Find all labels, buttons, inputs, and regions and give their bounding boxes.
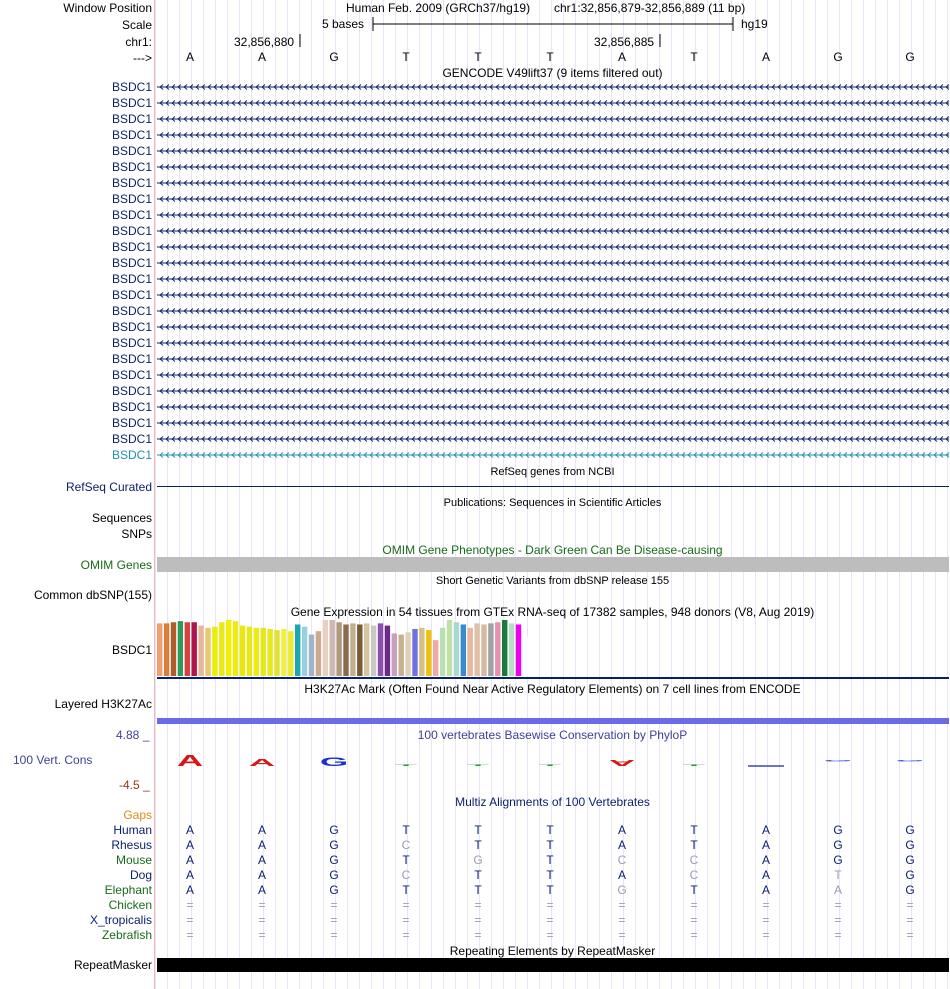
- assembly-name[interactable]: Human Feb. 2009 (GRCh37/hg19): [346, 1, 531, 15]
- gencode-transcript-label[interactable]: BSDC1: [111, 176, 152, 190]
- phylop-score-glyph: A: [176, 752, 204, 770]
- multiz-species-label[interactable]: Elephant: [104, 883, 152, 897]
- gencode-transcript-label[interactable]: BSDC1: [111, 208, 152, 222]
- gencode-transcript-label[interactable]: BSDC1: [111, 96, 152, 110]
- multiz-track-title[interactable]: Multiz Alignments of 100 Vertebrates: [455, 795, 650, 809]
- phylop-score-glyph: T: [466, 764, 490, 767]
- multiz-aligned-base: G: [905, 823, 915, 837]
- reference-base: A: [185, 50, 194, 64]
- multiz-species-label[interactable]: X_tropicalis: [89, 913, 152, 927]
- multiz-aligned-base: =: [618, 928, 626, 942]
- multiz-aligned-base: =: [546, 913, 554, 927]
- multiz-aligned-base: A: [185, 823, 194, 837]
- multiz-aligned-base: A: [761, 838, 770, 852]
- publications-track-title[interactable]: Publications: Sequences in Scientific Articles: [443, 497, 662, 509]
- repeatmasker-feature[interactable]: [157, 958, 949, 972]
- gencode-transcript-label[interactable]: BSDC1: [111, 352, 152, 366]
- gencode-transcript-label[interactable]: BSDC1: [111, 240, 152, 254]
- scale-label: Scale: [121, 18, 152, 32]
- coord-label-1: 32,856,880: [234, 35, 295, 49]
- reference-base: A: [761, 50, 770, 64]
- strand-arrow-label: --->: [133, 51, 152, 65]
- phylop-label[interactable]: 100 Vert. Cons: [13, 753, 93, 767]
- multiz-aligned-base: A: [257, 853, 266, 867]
- multiz-aligned-base: T: [690, 883, 698, 897]
- gencode-transcript-label[interactable]: BSDC1: [111, 144, 152, 158]
- multiz-aligned-base: A: [761, 868, 770, 882]
- reference-base: G: [329, 50, 339, 64]
- multiz-aligned-base: T: [690, 823, 698, 837]
- multiz-aligned-base: G: [905, 883, 915, 897]
- gencode-transcript-label[interactable]: BSDC1: [111, 400, 152, 414]
- multiz-aligned-base: =: [258, 913, 266, 927]
- reference-base: T: [474, 50, 482, 64]
- multiz-aligned-base: =: [186, 928, 194, 942]
- phylop-score-glyph: G: [319, 755, 349, 769]
- gencode-transcript-label[interactable]: BSDC1: [111, 384, 152, 398]
- reference-base: T: [546, 50, 554, 64]
- multiz-aligned-base: =: [834, 928, 842, 942]
- refseq-track-title[interactable]: RefSeq genes from NCBI: [490, 466, 615, 478]
- multiz-aligned-base: A: [761, 853, 770, 867]
- multiz-gaps-label[interactable]: Gaps: [123, 808, 152, 822]
- reference-base: T: [402, 50, 410, 64]
- gencode-track-title[interactable]: GENCODE V49lift37 (9 items filtered out): [442, 66, 663, 80]
- multiz-aligned-base: A: [185, 853, 194, 867]
- h3k27ac-label[interactable]: Layered H3K27Ac: [54, 697, 152, 711]
- multiz-aligned-base: G: [329, 823, 339, 837]
- scale-text: 5 bases: [322, 17, 365, 31]
- multiz-aligned-base: A: [257, 883, 266, 897]
- multiz-aligned-base: T: [474, 838, 482, 852]
- multiz-aligned-base: G: [473, 853, 483, 867]
- reference-base: G: [905, 50, 915, 64]
- multiz-species-label[interactable]: Mouse: [115, 853, 152, 867]
- multiz-aligned-base: =: [186, 898, 194, 912]
- dbsnp-track-title[interactable]: Short Genetic Variants from dbSNP release 155: [435, 575, 670, 587]
- multiz-aligned-base: T: [402, 853, 410, 867]
- multiz-aligned-base: A: [185, 883, 194, 897]
- multiz-aligned-base: C: [401, 838, 411, 852]
- multiz-aligned-base: =: [474, 928, 482, 942]
- multiz-aligned-base: =: [186, 913, 194, 927]
- gencode-transcript-label[interactable]: BSDC1: [111, 112, 152, 126]
- multiz-aligned-base: =: [834, 898, 842, 912]
- h3k27ac-track-title[interactable]: H3K27Ac Mark (Often Found Near Active Regulatory Elements) on 7 cell lines from ENCODE: [304, 682, 801, 696]
- multiz-aligned-base: =: [618, 913, 626, 927]
- multiz-aligned-base: =: [906, 898, 914, 912]
- multiz-aligned-base: A: [257, 823, 266, 837]
- coord-label-2: 32,856,885: [594, 35, 655, 49]
- multiz-aligned-base: =: [834, 913, 842, 927]
- phylop-score-glyph: G: [823, 759, 853, 762]
- multiz-aligned-base: T: [474, 868, 482, 882]
- multiz-aligned-base: =: [402, 913, 410, 927]
- gencode-transcript-label[interactable]: BSDC1: [111, 304, 152, 318]
- multiz-aligned-base: A: [761, 883, 770, 897]
- multiz-aligned-base: T: [402, 883, 410, 897]
- multiz-aligned-base: =: [762, 913, 770, 927]
- gencode-transcript-label[interactable]: BSDC1: [111, 128, 152, 142]
- phylop-max-label: 4.88 _: [116, 728, 150, 742]
- multiz-aligned-base: T: [834, 868, 842, 882]
- gencode-transcript-label[interactable]: BSDC1: [111, 288, 152, 302]
- multiz-aligned-base: A: [185, 838, 194, 852]
- gencode-transcript-label[interactable]: BSDC1: [111, 448, 152, 462]
- phylop-score-glyph: A: [608, 758, 636, 768]
- multiz-aligned-base: T: [546, 883, 554, 897]
- gtex-gene-label[interactable]: BSDC1: [111, 643, 152, 657]
- multiz-aligned-base: A: [257, 868, 266, 882]
- multiz-aligned-base: G: [329, 853, 339, 867]
- gtex-track-title[interactable]: Gene Expression in 54 tissues from GTEx RNA-seq of 17382 samples, 948 donors (V8, Aug 2019): [290, 605, 815, 619]
- multiz-aligned-base: =: [690, 898, 698, 912]
- multiz-aligned-base: =: [258, 928, 266, 942]
- phylop-score-glyph: T: [394, 764, 418, 767]
- reference-base: G: [833, 50, 843, 64]
- multiz-aligned-base: =: [258, 898, 266, 912]
- db-name: hg19: [741, 17, 768, 31]
- multiz-aligned-base: =: [762, 928, 770, 942]
- phylop-score-glyph: A: [248, 757, 276, 769]
- multiz-aligned-base: T: [546, 823, 554, 837]
- reference-base: T: [690, 50, 698, 64]
- multiz-species-label[interactable]: Chicken: [108, 898, 152, 912]
- multiz-aligned-base: A: [833, 883, 842, 897]
- reference-base: A: [617, 50, 626, 64]
- multiz-aligned-base: =: [906, 928, 914, 942]
- gencode-transcript-label[interactable]: BSDC1: [111, 272, 152, 286]
- gencode-transcript-label[interactable]: BSDC1: [111, 320, 152, 334]
- multiz-aligned-base: G: [329, 868, 339, 882]
- gencode-transcript-label[interactable]: BSDC1: [111, 256, 152, 270]
- gencode-transcript-label[interactable]: BSDC1: [111, 224, 152, 238]
- window-position[interactable]: chr1:32,856,879-32,856,889 (11 bp): [554, 1, 746, 15]
- multiz-aligned-base: A: [617, 838, 626, 852]
- multiz-aligned-base: =: [546, 928, 554, 942]
- repeatmasker-label[interactable]: RepeatMasker: [73, 958, 152, 972]
- omim-label[interactable]: OMIM Genes: [80, 558, 152, 572]
- multiz-aligned-base: G: [329, 883, 339, 897]
- multiz-aligned-base: C: [689, 868, 699, 882]
- phylop-track-title[interactable]: 100 vertebrates Basewise Conservation by PhyloP: [417, 728, 688, 742]
- multiz-aligned-base: G: [833, 853, 843, 867]
- multiz-aligned-base: C: [401, 868, 411, 882]
- multiz-aligned-base: T: [690, 838, 698, 852]
- reference-base: A: [257, 50, 266, 64]
- phylop-score-glyph: G: [895, 759, 925, 762]
- multiz-aligned-base: T: [474, 823, 482, 837]
- multiz-aligned-base: C: [617, 853, 627, 867]
- multiz-aligned-base: G: [833, 823, 843, 837]
- chr-label: chr1:: [125, 35, 152, 49]
- multiz-aligned-base: =: [330, 913, 338, 927]
- repeatmasker-track-title[interactable]: Repeating Elements by RepeatMasker: [449, 944, 656, 958]
- phylop-score-glyph: T: [682, 764, 706, 767]
- multiz-aligned-base: =: [474, 913, 482, 927]
- multiz-aligned-base: =: [690, 928, 698, 942]
- multiz-aligned-base: T: [474, 883, 482, 897]
- phylop-score-glyph: T: [538, 764, 562, 767]
- multiz-aligned-base: A: [617, 868, 626, 882]
- multiz-aligned-base: A: [617, 823, 626, 837]
- gencode-transcript-label[interactable]: BSDC1: [111, 416, 152, 430]
- multiz-aligned-base: =: [402, 898, 410, 912]
- multiz-species-label[interactable]: Human: [113, 823, 152, 837]
- multiz-aligned-base: T: [546, 868, 554, 882]
- multiz-species-label[interactable]: Dog: [129, 868, 152, 882]
- publications-sequences-label[interactable]: Sequences: [91, 511, 152, 525]
- gencode-transcript-label[interactable]: BSDC1: [111, 160, 152, 174]
- multiz-aligned-base: T: [402, 823, 410, 837]
- multiz-aligned-base: =: [618, 898, 626, 912]
- multiz-aligned-base: G: [905, 868, 915, 882]
- multiz-aligned-base: G: [905, 838, 915, 852]
- publications-snps-label[interactable]: SNPs: [121, 527, 152, 541]
- multiz-aligned-base: G: [329, 838, 339, 852]
- window-position-label: Window Position: [63, 1, 152, 15]
- gencode-transcript-label[interactable]: BSDC1: [111, 432, 152, 446]
- multiz-aligned-base: =: [330, 928, 338, 942]
- gencode-transcript-label[interactable]: BSDC1: [111, 192, 152, 206]
- gencode-transcript-label[interactable]: BSDC1: [111, 368, 152, 382]
- multiz-aligned-base: =: [906, 913, 914, 927]
- multiz-aligned-base: T: [546, 853, 554, 867]
- multiz-aligned-base: C: [689, 853, 699, 867]
- multiz-aligned-base: =: [402, 928, 410, 942]
- multiz-aligned-base: =: [690, 913, 698, 927]
- phylop-min-label: -4.5 _: [119, 778, 150, 792]
- multiz-aligned-base: =: [546, 898, 554, 912]
- dbsnp-label[interactable]: Common dbSNP(155): [33, 588, 152, 602]
- multiz-aligned-base: A: [257, 838, 266, 852]
- multiz-aligned-base: G: [905, 853, 915, 867]
- multiz-aligned-base: A: [761, 823, 770, 837]
- multiz-aligned-base: =: [330, 898, 338, 912]
- multiz-aligned-base: G: [833, 838, 843, 852]
- gencode-transcript-label[interactable]: BSDC1: [111, 80, 152, 94]
- refseq-label[interactable]: RefSeq Curated: [65, 480, 152, 494]
- gencode-transcript-label[interactable]: BSDC1: [111, 336, 152, 350]
- multiz-species-label[interactable]: Rhesus: [111, 838, 152, 852]
- multiz-aligned-base: T: [546, 838, 554, 852]
- multiz-species-label[interactable]: Zebrafish: [101, 928, 152, 942]
- multiz-aligned-base: =: [762, 898, 770, 912]
- multiz-aligned-base: =: [474, 898, 482, 912]
- multiz-aligned-base: A: [185, 868, 194, 882]
- multiz-aligned-base: G: [617, 883, 627, 897]
- omim-track-title[interactable]: OMIM Gene Phenotypes - Dark Green Can Be Disease-causing: [382, 543, 723, 557]
